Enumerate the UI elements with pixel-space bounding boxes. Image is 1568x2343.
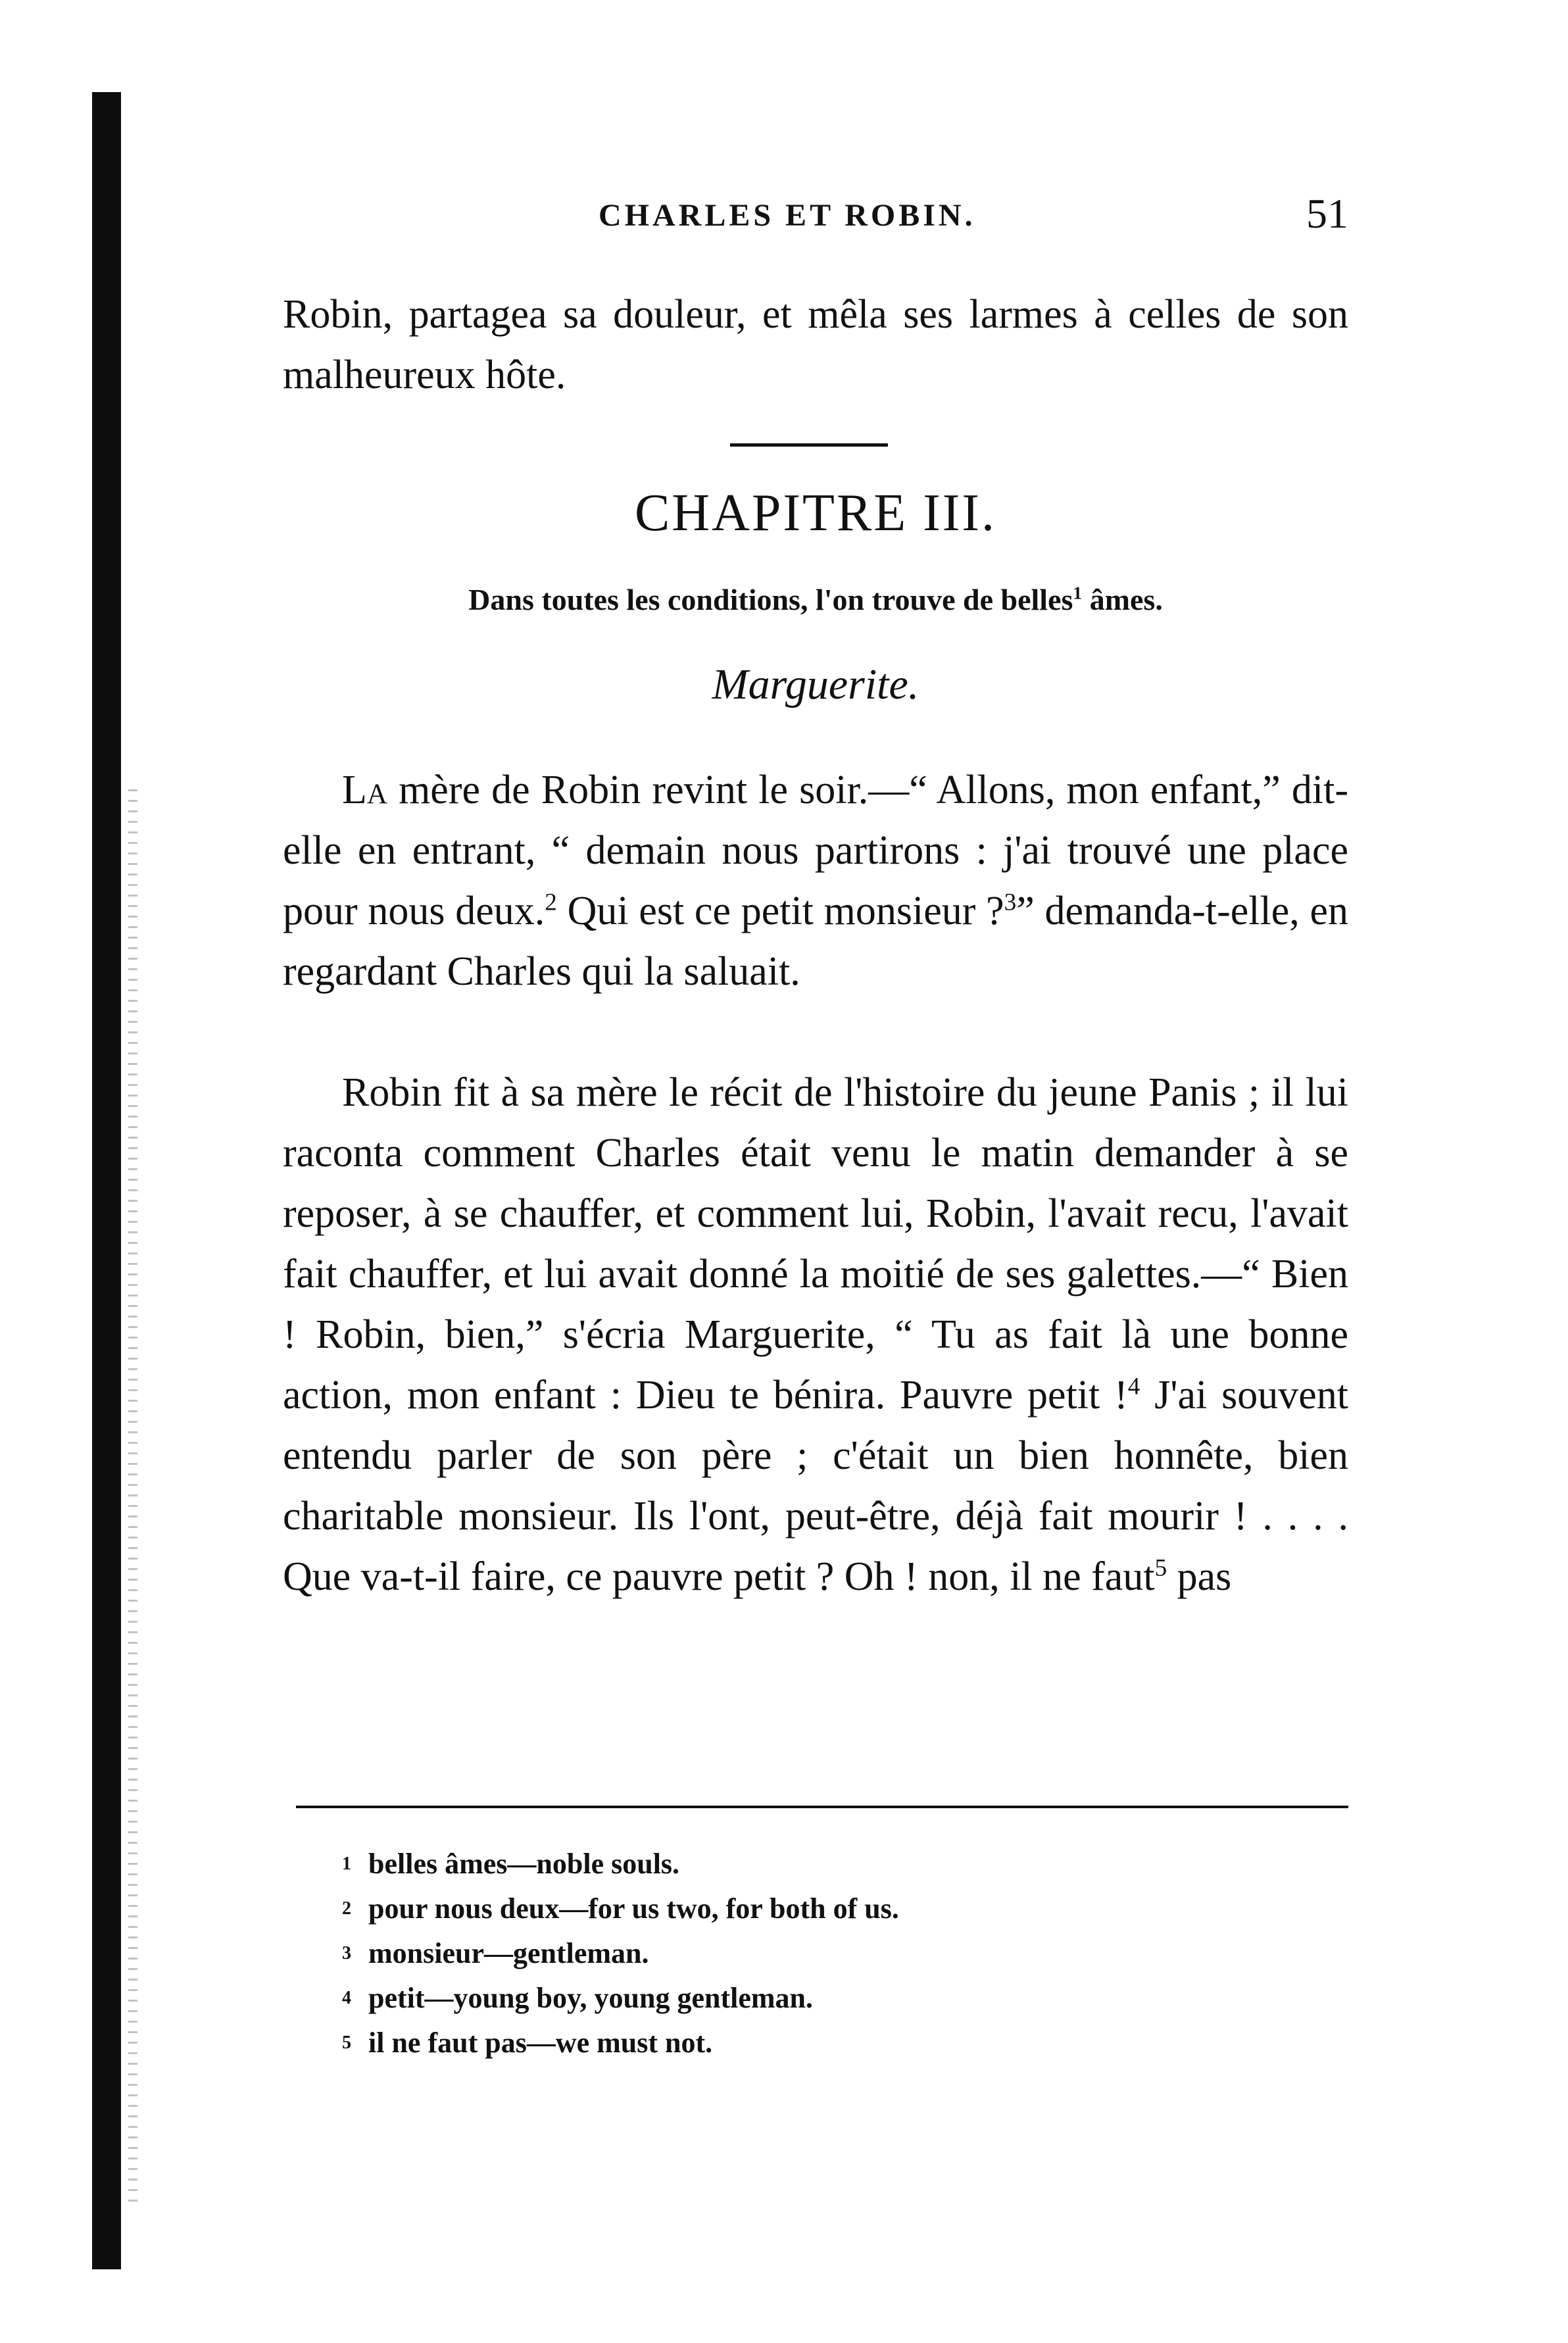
epigraph-end: âmes. [1082,583,1163,616]
para2-text-c: ” demanda-t-elle, en regardant Charles qui la saluait. [283,889,1349,994]
running-title: CHARLES ET ROBIN. [599,198,976,233]
footnote-text: belles âmes—noble souls. [368,1848,680,1880]
footnote-ref-5: 5 [1154,1554,1167,1582]
para3-text-b: J'ai souvent entendu parler de son père ; c'était un bien honnête, bien charitable monsieur. Ils l'ont, peut-être, déjà fait mourir ! . . . . Que va-t-il faire, ce pauvre petit ? Oh ! non, il ne faut [283,1373,1348,1599]
page-edge-texture [128,789,137,2204]
footnote [342,1842,1329,1887]
footnote-number: 5 [342,2033,351,2053]
para3-text-c: pas [1167,1554,1232,1599]
footnote-number: 4 [342,1988,351,2008]
footnote [342,1887,1329,1931]
page-header [283,189,1348,242]
footnote-ref-3: 3 [1004,889,1017,916]
page-number: 51 [1306,190,1348,237]
footnote-text: pour nous deux—for us two, for both of us. [368,1892,899,1925]
footnote-number: 3 [342,1943,351,1963]
footnote-text: il ne faut pas—we must not. [368,2027,713,2059]
chapter-subtitle: Marguerite. [712,660,919,708]
footnote-ref-1: 1 [1073,582,1083,603]
chapter-epigraph [283,582,1348,617]
footnote-ref-4: 4 [1127,1373,1140,1400]
footnote-number: 2 [342,1898,351,1919]
paragraph-narrative [283,1062,1348,1607]
book-page [283,0,1348,2343]
footnote [342,1976,1329,2021]
footnote-text: petit—young boy, young gentleman. [368,1982,813,2014]
paragraph-opening [283,760,1348,1002]
footnotes [342,1842,1329,2065]
para2-text-b: Qui est ce petit monsieur ? [556,889,1004,933]
para3-text-a: Robin fit à sa mère le récit de l'histoire du jeune Panis ; il lui raconta comment Charles était venu le matin demander à se reposer, à se chauffer, et comment lui, Robin, l'avait recu, l'avait fait chauffer, et lui avait donné la moitié de ses galettes.—“ Bien ! Robin, bien,” s'écria Marguerite, “ Tu as fait là une bonne action, mon enfant : Dieu te bénira. Pauvre petit ! [283,1070,1348,1418]
footnote-number: 1 [342,1854,351,1874]
footnote-ref-2: 2 [545,889,557,916]
book-binding-shadow [92,92,121,2269]
section-divider [730,443,888,447]
chapter-title: CHAPITRE III. [634,484,997,542]
drop-cap-word: La [342,768,387,812]
paragraph-continued: Robin, partagea sa douleur, et mêla ses larmes à celles de son malheureux hôte. [283,292,1348,397]
footnote-divider [296,1806,1348,1808]
para2-text-a: mère de Robin revint le soir.—“ Allons, mon enfant,” dit-elle en entrant, “ demain nous partirons : j'ai trouvé une place pour nous deux. [283,768,1348,933]
footnote [342,2021,1329,2065]
epigraph-text: Dans toutes les conditions, l'on trouve de belles [468,583,1073,616]
footnote [342,1931,1329,1976]
footnote-text: monsieur—gentleman. [368,1937,649,1969]
